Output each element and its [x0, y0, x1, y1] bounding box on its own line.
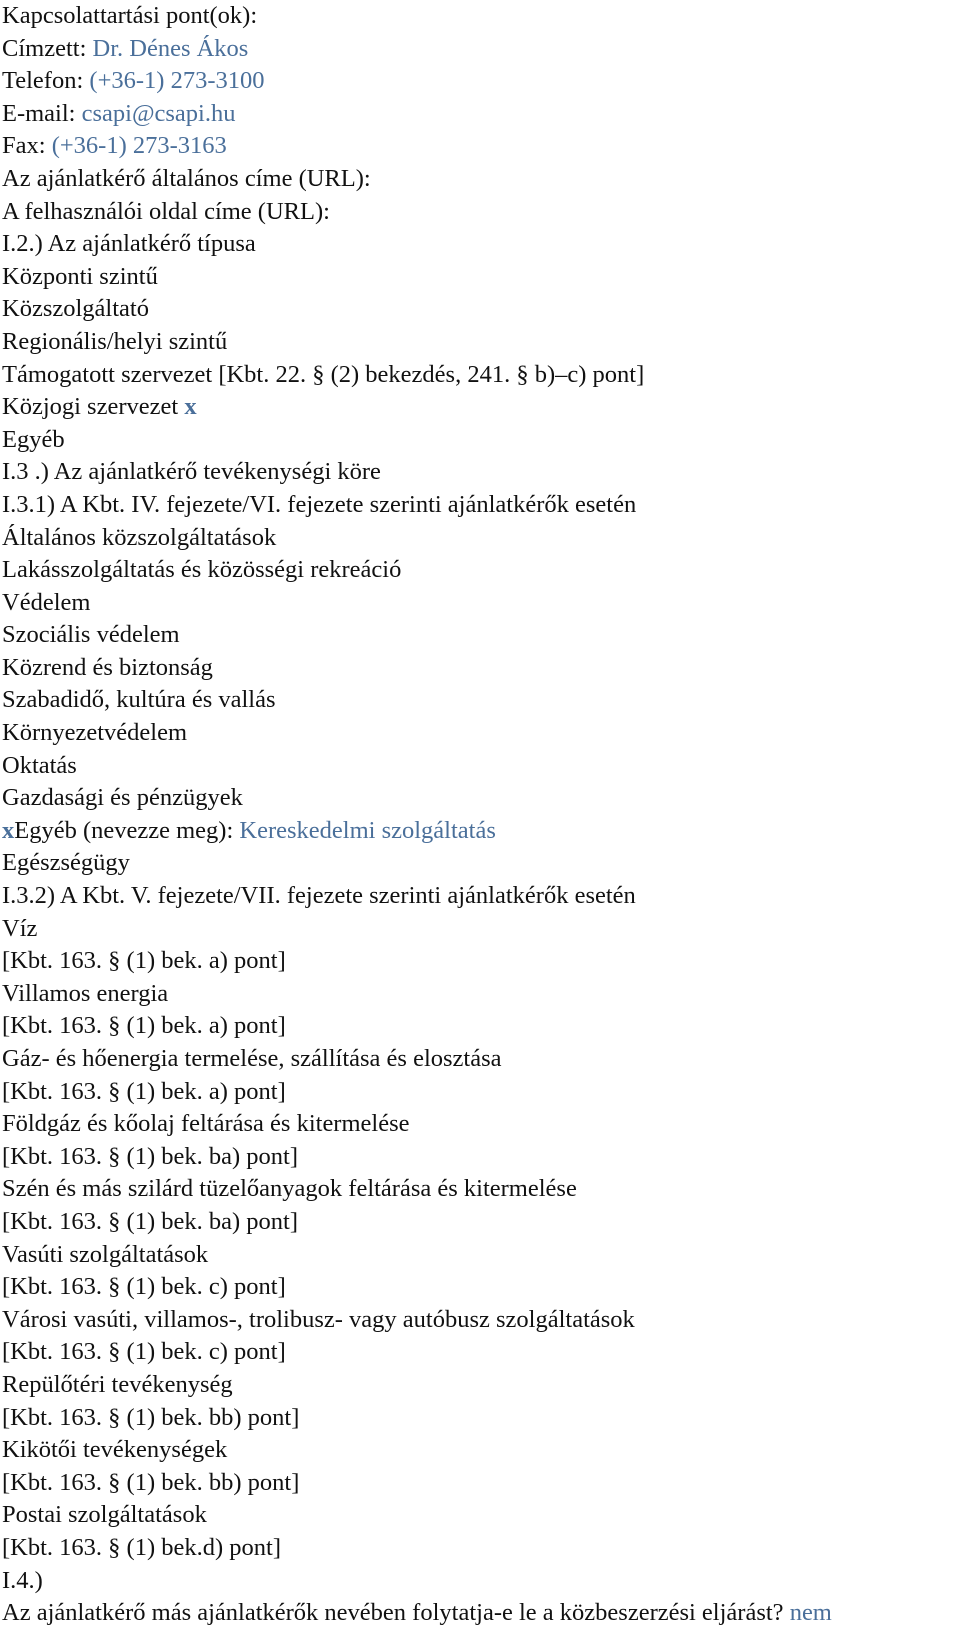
utility-activity: Vasúti szolgáltatások [2, 1240, 209, 1268]
section-1-3-1-title: I.3.1) A Kbt. IV. fejezete/VI. fejezete szerinti ajánlatkérők esetén [2, 490, 637, 518]
utility-activity: Villamos energia [2, 979, 169, 1007]
activity-item: Gazdasági és pénzügyek [2, 784, 243, 812]
activity-item: Védelem [2, 588, 91, 616]
buyer-type-option: Támogatott szervezet [Kbt. 22. § (2) bekezdés, 241. § b)–c) pont] [2, 360, 645, 388]
legal-reference: [Kbt. 163. § (1) bek. a) pont] [2, 1012, 286, 1040]
buyer-type-option: Regionális/helyi szintű [2, 327, 228, 355]
buyer-type-option: Közszolgáltató [2, 295, 149, 323]
activity-other-value: Kereskedelmi szolgáltatás [239, 816, 496, 844]
email-label: E-mail: [2, 99, 76, 127]
activity-other-line [2, 815, 952, 848]
buyer-type-option-label: Közjogi szervezet [2, 393, 179, 421]
buyer-type-option-selected [2, 391, 952, 424]
utility-activity: Repülőtéri tevékenység [2, 1370, 233, 1398]
legal-reference: [Kbt. 163. § (1) bek. a) pont] [2, 1077, 286, 1105]
selected-mark: x [2, 816, 15, 844]
contact-heading: Kapcsolattartási pont(ok): [2, 2, 258, 29]
activity-item: Egészségügy [2, 849, 130, 877]
phone-line [2, 65, 952, 98]
activity-other-label: Egyéb (nevezze meg): [14, 816, 234, 844]
email-line [2, 98, 952, 131]
selected-mark: x [184, 393, 197, 421]
recipient-value: Dr. Dénes Ákos [92, 34, 249, 62]
fax-value: (+36-1) 273-3163 [51, 132, 227, 160]
activity-item: Szociális védelem [2, 621, 180, 649]
phone-label: Telefon: [2, 67, 84, 95]
buyer-type-option: Egyéb [2, 425, 65, 453]
legal-reference: [Kbt. 163. § (1) bek. bb) pont] [2, 1403, 300, 1431]
section-1-3-title: I.3 .) Az ajánlatkérő tevékenységi köre [2, 458, 381, 486]
utility-activity: Kikötői tevékenységek [2, 1436, 228, 1464]
activity-item: Általános közszolgáltatások [2, 523, 277, 551]
section-1-4-title: I.4.) [2, 1566, 43, 1594]
legal-reference: [Kbt. 163. § (1) bek.d) pont] [2, 1533, 281, 1561]
legal-reference: [Kbt. 163. § (1) bek. ba) pont] [2, 1142, 298, 1170]
legal-reference: [Kbt. 163. § (1) bek. bb) pont] [2, 1468, 300, 1496]
buyer-type-option: Központi szintű [2, 262, 158, 290]
section-1-3-2-title: I.3.2) A Kbt. V. fejezete/VII. fejezete szerinti ajánlatkérők esetén [2, 882, 636, 910]
recipient-label: Címzett: [2, 34, 87, 62]
section-1-4-answer: nem [789, 1599, 832, 1627]
legal-reference: [Kbt. 163. § (1) bek. c) pont] [2, 1273, 286, 1301]
utility-activity: Városi vasúti, villamos-, trolibusz- vagy autóbusz szolgáltatások [2, 1305, 635, 1333]
legal-reference: [Kbt. 163. § (1) bek. c) pont] [2, 1338, 286, 1366]
section-1-4-question-line [2, 1597, 952, 1630]
utility-activity: Szén és más szilárd tüzelőanyagok feltárása és kitermelése [2, 1175, 577, 1203]
legal-reference: [Kbt. 163. § (1) bek. a) pont] [2, 947, 286, 975]
phone-value: (+36-1) 273-3100 [89, 67, 265, 95]
utility-activity: Postai szolgáltatások [2, 1501, 207, 1529]
activity-item: Oktatás [2, 751, 77, 779]
buyer-profile-url-label: A felhasználói oldal címe (URL): [2, 197, 330, 225]
activity-item: Környezetvédelem [2, 719, 188, 747]
section-1-4-question: Az ajánlatkérő más ajánlatkérők nevében folytatja-e le a közbeszerzési eljárást? [2, 1599, 784, 1627]
recipient-line [2, 33, 952, 66]
legal-reference: [Kbt. 163. § (1) bek. ba) pont] [2, 1207, 298, 1235]
fax-label: Fax: [2, 132, 46, 160]
fax-line [2, 130, 952, 163]
activity-item: Szabadidő, kultúra és vallás [2, 686, 276, 714]
activity-item: Közrend és biztonság [2, 653, 213, 681]
document-body [2, 0, 952, 1630]
utility-activity: Víz [2, 914, 38, 942]
activity-item: Lakásszolgáltatás és közösségi rekreáció [2, 556, 402, 584]
utility-activity: Földgáz és kőolaj feltárása és kitermelése [2, 1110, 410, 1138]
section-1-2-title: I.2.) Az ajánlatkérő típusa [2, 230, 256, 258]
email-value: csapi@csapi.hu [81, 99, 236, 127]
utility-activity: Gáz- és hőenergia termelése, szállítása és elosztása [2, 1045, 502, 1072]
general-url-label: Az ajánlatkérő általános címe (URL): [2, 164, 371, 192]
